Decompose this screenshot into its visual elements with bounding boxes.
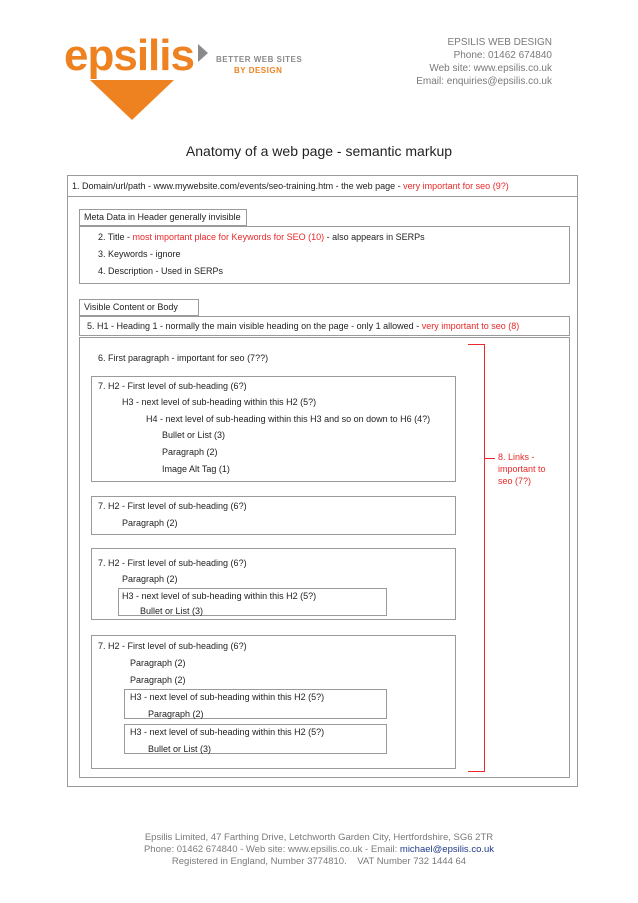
block3-h2: 7. H2 - First level of sub-heading (6?)	[98, 558, 247, 568]
h1-text: 5. H1 - Heading 1 - normally the main visible heading on the page - only 1 allowed -	[87, 321, 422, 331]
block3-bullet: Bullet or List (3)	[140, 606, 204, 616]
logo: epsilis	[64, 31, 194, 80]
footer-contact-text: Phone: 01462 674840 - Web site: www.epsilis.co.uk - Email:	[143, 844, 400, 855]
meta-description: 4. Description - Used in SERPs	[98, 266, 224, 276]
meta-title-suffix: - also appears in SERPs	[324, 232, 425, 242]
block4-h2: 7. H2 - First level of sub-heading (6?)	[98, 641, 247, 651]
block3-h3: H3 - next level of sub-heading within this H2 (5?)	[122, 591, 317, 601]
block1-h2: 7. H2 - First level of sub-heading (6?)	[98, 381, 247, 391]
tagline-line2: BY DESIGN	[234, 66, 283, 75]
url-row-highlight: very important for seo (9?)	[403, 181, 509, 191]
url-row-text: 1. Domain/url/path - www.mywebsite.com/events/seo-training.htm - the web page -	[72, 181, 404, 191]
company-email: Email: enquiries@epsilis.co.uk	[416, 76, 552, 87]
meta-title-highlight: most important place for Keywords for SEO (10)	[132, 232, 325, 242]
footer-email-link[interactable]: michael@epsilis.co.uk	[399, 844, 495, 855]
footer-address: Epsilis Limited, 47 Farthing Drive, Letchworth Garden City, Hertfordshire, SG6 2TR	[144, 832, 494, 843]
tagline-line1: BETTER WEB SITES	[216, 55, 303, 64]
meta-keywords: 3. Keywords - ignore	[98, 249, 181, 259]
url-row-divider	[67, 196, 578, 197]
company-name: EPSILIS WEB DESIGN	[447, 37, 552, 48]
block1-paragraph: Paragraph (2)	[162, 447, 218, 457]
links-note-line3: seo (7?)	[498, 476, 532, 486]
footer-contact	[0, 844, 638, 856]
block4-h3a: H3 - next level of sub-heading within this H2 (5?)	[130, 692, 325, 702]
h1-highlight: very important to seo (8)	[421, 321, 520, 331]
meta-label: Meta Data in Header generally invisible	[84, 212, 241, 222]
block3-paragraph: Paragraph (2)	[122, 574, 178, 584]
contact-block	[416, 36, 552, 88]
company-website: Web site: www.epsilis.co.uk	[429, 63, 552, 74]
block1-h4: H4 - next level of sub-heading within this H3 and so on down to H6 (4?)	[146, 414, 431, 424]
company-phone: Phone: 01462 674840	[453, 50, 552, 61]
logo-triangle-icon	[90, 80, 174, 120]
page-title: Anatomy of a web page - semantic markup	[185, 143, 453, 159]
meta-title-prefix: 2. Title -	[98, 232, 133, 242]
block1-image-alt: Image Alt Tag (1)	[162, 464, 230, 474]
first-paragraph: 6. First paragraph - important for seo (7??)	[98, 353, 269, 363]
block2-paragraph: Paragraph (2)	[122, 518, 178, 528]
links-note-line1: 8. Links -	[498, 452, 535, 462]
meta-title	[98, 232, 425, 243]
body-label: Visible Content or Body	[84, 302, 178, 312]
block4-paragraph-2: Paragraph (2)	[130, 675, 186, 685]
links-bracket-pointer	[485, 458, 495, 459]
block4-paragraph-1: Paragraph (2)	[130, 658, 186, 668]
url-row	[72, 181, 509, 192]
h1-row	[87, 321, 519, 332]
footer	[0, 832, 638, 868]
block4-h3b: H3 - next level of sub-heading within this H2 (5?)	[130, 727, 325, 737]
block2-h2: 7. H2 - First level of sub-heading (6?)	[98, 501, 247, 511]
block4-h3a-paragraph: Paragraph (2)	[148, 709, 204, 719]
logo-chevron-icon	[198, 44, 208, 62]
links-note-line2: important to	[498, 464, 546, 474]
block1-h3: H3 - next level of sub-heading within this H2 (5?)	[122, 397, 317, 407]
links-bracket	[468, 344, 485, 772]
block1-bullet: Bullet or List (3)	[162, 430, 226, 440]
block4-h3b-bullet: Bullet or List (3)	[148, 744, 212, 754]
footer-registration: Registered in England, Number 3774810. VAT Number 732 1444 64	[171, 856, 467, 867]
